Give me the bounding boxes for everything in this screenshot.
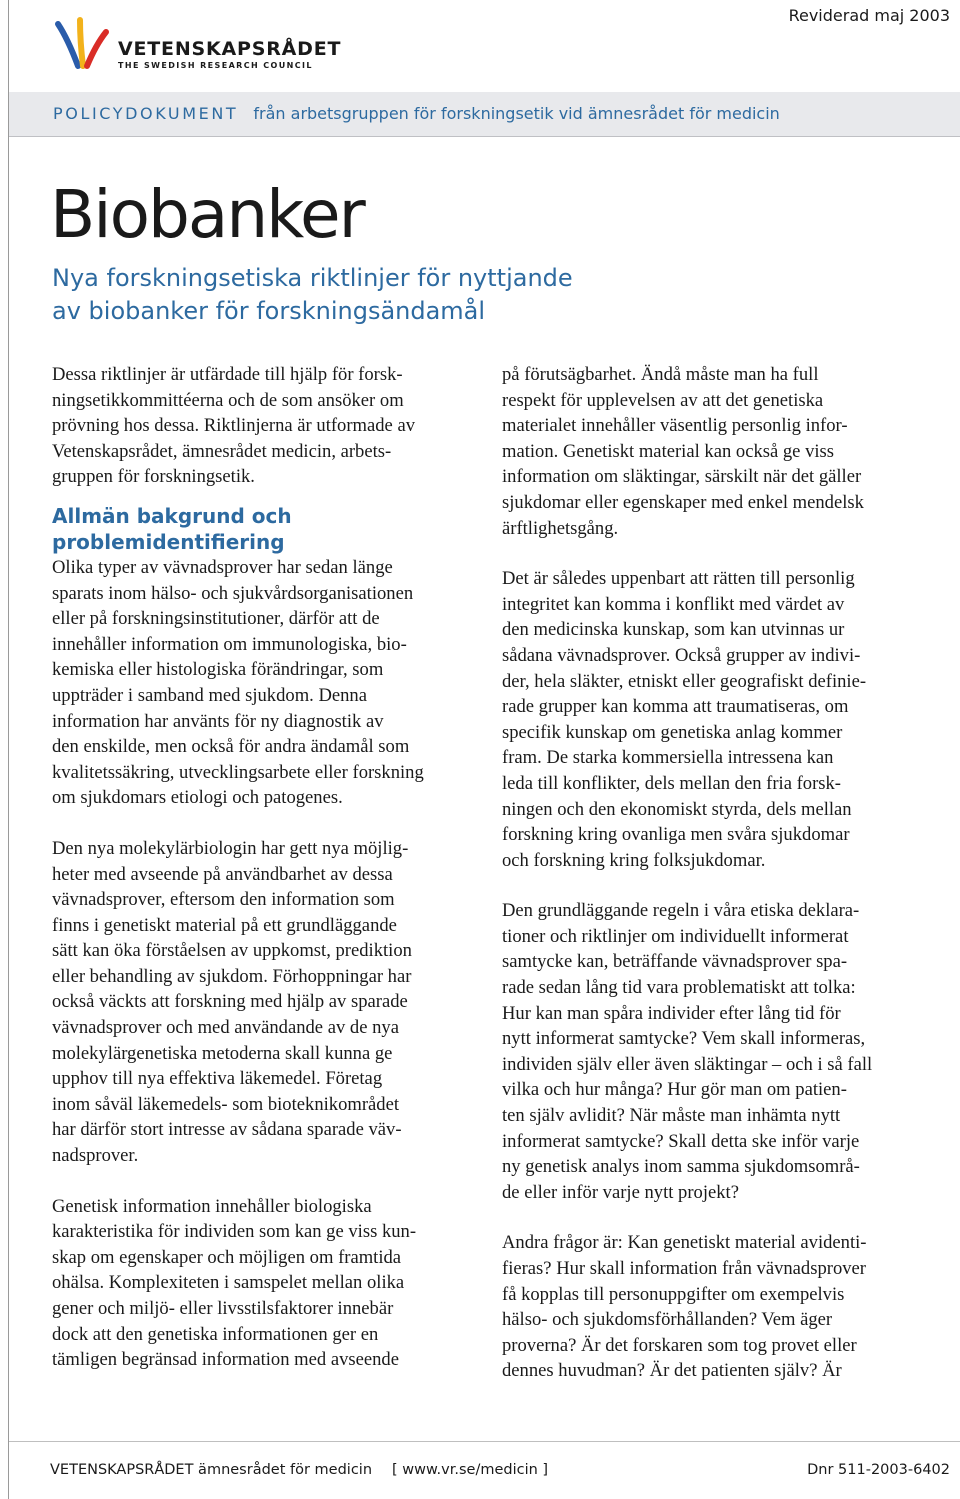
text-line: ny genetisk analys inom samma sjukdomsområ- [502,1156,860,1178]
text-line: Den nya molekylärbiologin har gett nya möjlig- [52,837,409,859]
text-line: ten själv avlidit? När måste man inhämta nytt [502,1105,841,1127]
body-paragraph [502,898,922,1205]
logo-subtitle: THE SWEDISH RESEARCH COUNCIL [118,61,313,70]
right-column [502,362,922,1409]
text-line: Olika typer av vävnadsprover har sedan länge [52,556,393,578]
policy-description: från arbetsgruppen för forskningsetik vid ämnesrådet för medicin [253,104,780,123]
body-paragraph [52,1194,472,1373]
text-line: de eller inför varje nytt projekt? [502,1181,739,1203]
text-line: materialet innehåller väsentlig personlig infor- [502,415,848,437]
footer-info [50,1462,548,1478]
footer-divider [9,1441,960,1442]
text-line: sådana vävnadsprover. Också grupper av indivi- [502,644,861,666]
text-line: Genetisk information innehåller biologiska [52,1195,372,1217]
text-line: hälso- och sjukdomsförhållanden? Vem äger [502,1309,833,1331]
text-line: individen själv eller även släktingar – och i så fall [502,1053,873,1075]
policy-banner [9,92,960,137]
body-paragraph [502,362,922,541]
text-line: gruppen för forskningsetik. [52,466,255,488]
text-line: Andra frågor är: Kan genetiskt material avidenti- [502,1232,867,1254]
text-line: kemiska eller histologiska förändringar, som [52,659,384,681]
text-line: sätt kan öka förståelsen av uppkomst, prediktion [52,940,412,962]
policy-label: POLICYDOKUMENT [53,104,239,123]
text-line: information om släktingar, särskilt när det gäller [502,466,862,488]
text-line: dennes huvudman? Är det patienten själv? Är [502,1360,842,1382]
text-line: sparats inom hälso- och sjukvårdsorganisationen [52,582,414,604]
text-line: ningen och den ekonomiskt styrda, dels mellan [502,798,852,820]
section-heading [52,503,472,555]
footer-url-link[interactable]: [ www.vr.se/medicin ] [392,1462,549,1478]
revision-date: Reviderad maj 2003 [788,6,950,25]
left-column [52,362,472,1398]
logo-name: VETENSKAPSRÅDET [118,38,342,60]
text-line: rade sedan lång tid vara problematiskt att tolka: [502,977,856,999]
text-line: på förutsägbarhet. Ändå måste man ha full [502,364,819,385]
text-line: eller på forskningsinstitutioner, därför att de [52,608,380,630]
text-line: inom såväl läkemedels- som bioteknikområdet [52,1093,399,1115]
document-title: Biobanker [50,176,364,253]
text-line: också väckts att forskning med hjälp av sparade [52,991,408,1013]
text-line: heter med avseende på användbarhet av dessa [52,863,393,885]
subtitle-line: Nya forskningsetiska riktlinjer för nyttjande [52,264,573,292]
text-line: integritet kan komma i konflikt med värdet av [502,593,845,615]
text-line: prövning hos dessa. Riktlinjerna är utformade av [52,415,416,437]
text-line: specifik kunskap om genetiska anlag kommer [502,721,843,743]
text-line: nadsprover. [52,1145,139,1167]
body-paragraph [502,566,922,873]
text-line: och forskning kring folksjukdomar. [502,849,766,871]
text-line: molekylärgenetiska metoderna skall kunna ge [52,1042,393,1064]
page-left-rule [8,0,9,1499]
text-line: kvalitetssäkring, utvecklingsarbete eller forskning [52,761,424,783]
text-line: gener och miljö- eller livsstilsfaktorer innebär [52,1298,394,1319]
text-line: finns i genetiskt material på ett grundläggande [52,914,397,936]
text-line: få kopplas till personuppgifter om exempelvis [502,1283,845,1305]
text-line: ärftlighetsgång. [502,517,619,539]
text-line: Det är således uppenbart att rätten till personlig [502,568,855,590]
text-line: vävnadsprover, eftersom den information som [52,889,395,911]
body-paragraph [502,1230,922,1384]
text-line: leda till konflikter, dels mellan den fria forsk- [502,772,841,794]
text-line: informerat samtycke? Skall detta ske inför varje [502,1130,860,1152]
text-line: samtycke kan, beträffande vävnadsprover spa- [502,951,848,973]
text-line: information har använts för ny diagnostik av [52,710,384,732]
text-line: har därför stort intresse av sådana sparade väv- [52,1119,402,1141]
text-line: Hur kan man spåra individer efter lång tid för [502,1002,841,1024]
text-line: den enskilde, men också för andra ändamål som [52,736,410,758]
subtitle-line: av biobanker för forskningsändamål [52,297,486,325]
text-line: ningsetikkommittéerna och de som ansöker om [52,389,404,411]
text-line: tämligen begränsad information med avseende [52,1349,399,1371]
text-line: om sjukdomars etiologi och patogenes. [52,787,343,809]
text-line: skap om egenskaper och möjligen om framtida [52,1246,402,1268]
text-line: respekt för upplevelsen av att det genetiska [502,389,824,411]
footer-org: VETENSKAPSRÅDET ämnesrådet för medicin [50,1462,373,1478]
text-line: ohälsa. Komplexiteten i samspelet mellan olika [52,1272,405,1294]
text-line: nytt informerat samtycke? Vem skall informeras, [502,1028,866,1050]
text-line: vilka och hur många? Hur gör man om patien- [502,1079,847,1101]
text-line: Vetenskapsrådet, ämnesrådet medicin, arbets- [52,440,392,462]
text-line: fieras? Hur skall information från vävnadsprover [502,1258,866,1279]
text-line: karakteristika för individen som kan ge viss kun- [52,1221,417,1243]
body-paragraph [52,836,472,1169]
document-subtitle [52,262,573,328]
heading-line: Allmän bakgrund och [52,503,292,528]
text-line: den medicinska kunskap, som kan utvinnas ur [502,619,845,641]
text-line: vävnadsprover och med användande av de nya [52,1017,399,1039]
text-line: uppträder i samband med sjukdom. Denna [52,684,367,706]
text-line: dock att den genetiska informationen ger en [52,1323,379,1345]
text-line: sjukdomar eller egenskaper med enkel mendelsk [502,491,864,513]
text-line: eller behandling av sjukdom. Förhoppningar har [52,965,412,987]
text-line: upphov till nya effektiva läkemedel. Företag [52,1068,383,1090]
body-paragraph [52,555,472,811]
text-line: innehåller information om immunologiska, bio- [52,633,407,655]
text-line: Dessa riktlinjer är utfärdade till hjälp för forsk- [52,364,403,385]
text-line: rade grupper kan komma att traumatiseras, om [502,696,849,718]
footer-dnr: Dnr 511-2003-6402 [807,1462,950,1478]
text-line: mation. Genetiskt material kan också ge viss [502,440,835,462]
heading-line: problemidentifiering [52,529,285,554]
text-line: forskning kring ovanliga men svåra sjukdomar [502,824,850,846]
text-line: fram. De starka kommersiella intressena kan [502,747,834,769]
text-line: der, hela släkter, etniskt eller geografiskt definie- [502,670,867,692]
text-line: proverna? Är det forskaren som tog provet eller [502,1334,857,1356]
vetenskapsradet-logo [50,14,350,74]
text-line: Den grundläggande regeln i våra etiska deklara- [502,900,860,922]
logo-mark-icon [50,14,114,72]
text-line: tioner och riktlinjer om individuellt informerat [502,925,849,947]
intro-paragraph [52,362,472,490]
